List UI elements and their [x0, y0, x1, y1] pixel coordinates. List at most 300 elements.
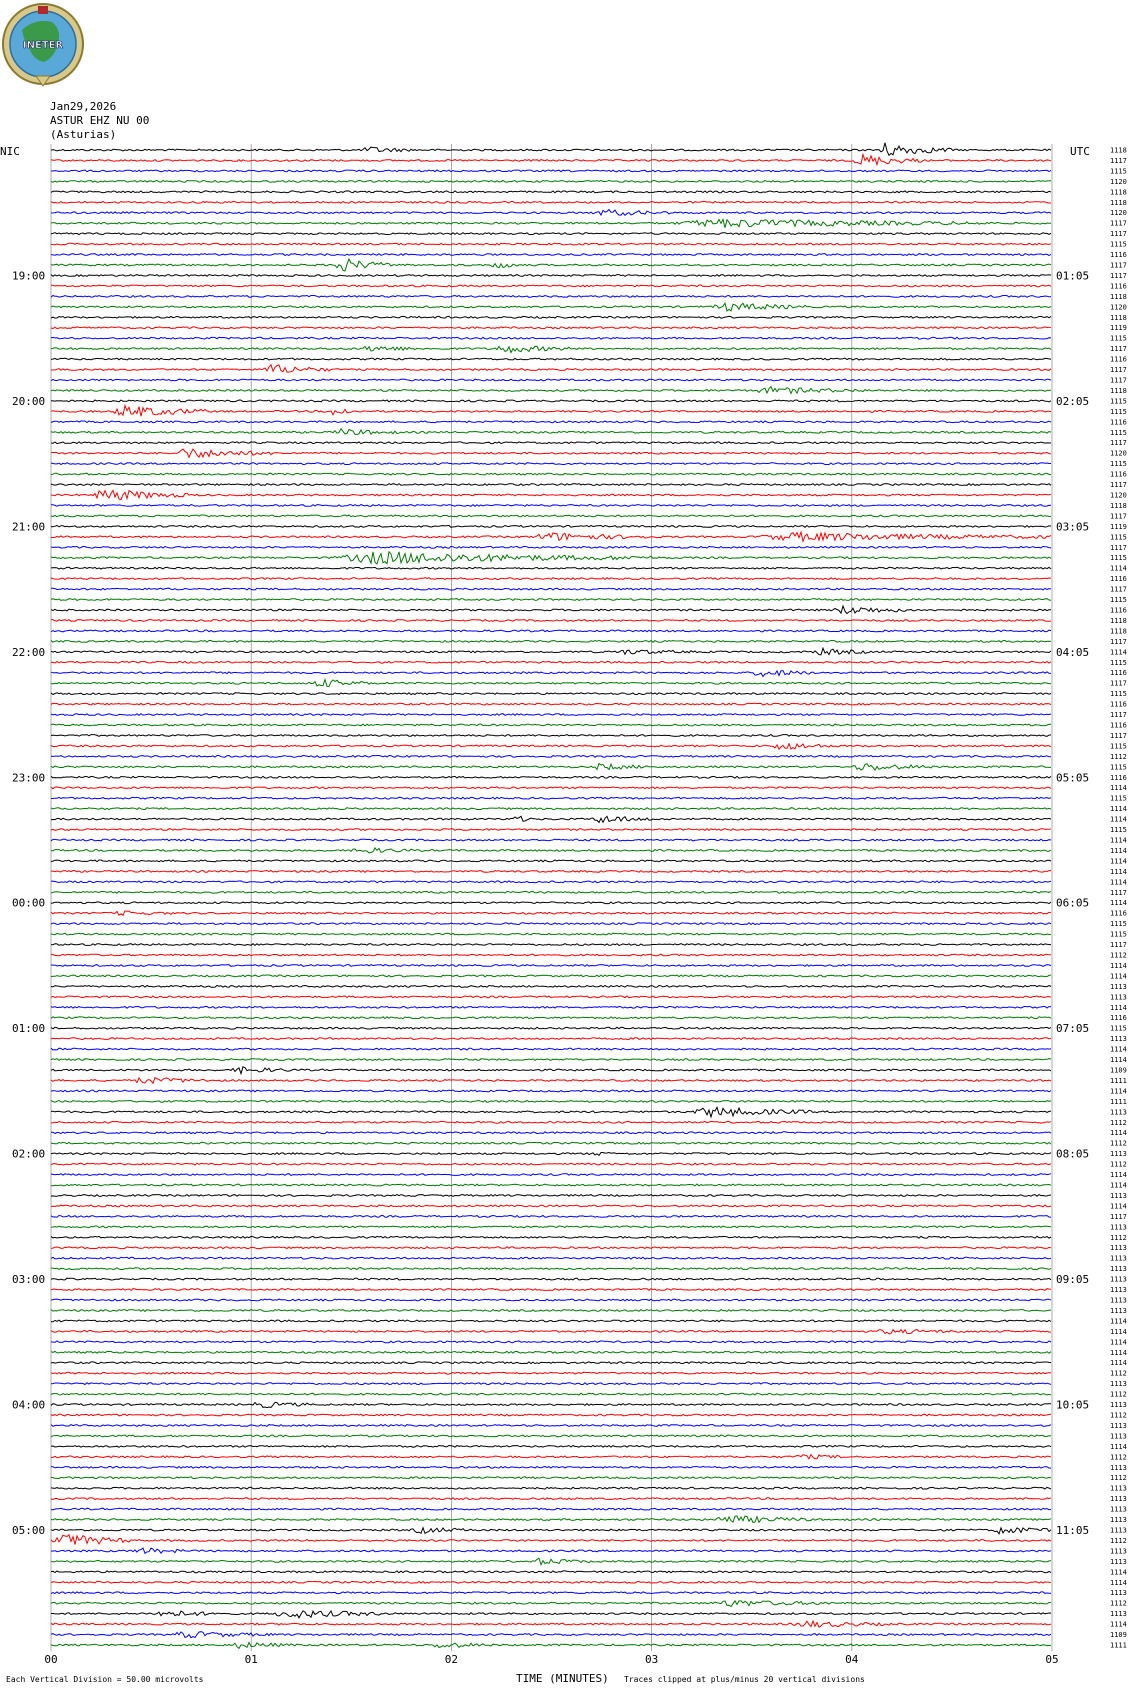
row-value-label: 1116	[1110, 773, 1127, 782]
row-value-label: 1117	[1110, 156, 1127, 165]
row-value-label: 1113	[1110, 1421, 1127, 1430]
row-value-label: 1113	[1110, 1286, 1127, 1295]
row-value-label: 1114	[1110, 1202, 1127, 1211]
row-value-label: 1109	[1110, 1066, 1127, 1075]
trace-row	[51, 154, 1051, 164]
trace-row	[51, 365, 1051, 372]
trace-row	[51, 871, 1051, 873]
trace-row	[51, 379, 1051, 381]
row-value-label: 1113	[1110, 1254, 1127, 1263]
trace-row	[51, 630, 1051, 632]
row-value-label: 1117	[1110, 366, 1127, 375]
trace-row	[51, 1632, 1051, 1638]
row-value-label: 1112	[1110, 951, 1127, 960]
trace-row	[51, 296, 1051, 298]
row-value-label: 1114	[1110, 972, 1127, 981]
trace-row	[51, 1548, 1051, 1553]
row-value-label: 1114	[1110, 1359, 1127, 1368]
row-value-label: 1114	[1110, 846, 1127, 855]
row-value-label: 1115	[1110, 407, 1127, 416]
x-tick-label: 05	[1045, 1653, 1059, 1666]
row-value-label: 1114	[1110, 857, 1127, 866]
left-time-label: 03:00	[12, 1273, 46, 1287]
trace-row	[51, 1601, 1051, 1607]
trace-row	[51, 944, 1051, 946]
trace-row	[51, 808, 1051, 810]
trace-row	[51, 693, 1051, 695]
row-value-label: 1116	[1110, 282, 1127, 291]
trace-row	[51, 1372, 1051, 1374]
row-value-label: 1113	[1110, 1432, 1127, 1441]
row-value-label: 1113	[1110, 1610, 1127, 1619]
left-time-label: 05:00	[12, 1524, 46, 1537]
row-value-label: 1113	[1110, 1244, 1127, 1253]
row-value-label: 1112	[1110, 1390, 1127, 1399]
trace-row	[51, 1247, 1051, 1249]
row-value-label: 1118	[1110, 198, 1127, 207]
trace-row	[51, 1508, 1051, 1510]
row-value-label: 1114	[1110, 1327, 1127, 1336]
row-value-label: 1114	[1110, 648, 1127, 657]
trace-row	[51, 620, 1051, 622]
trace-row	[51, 259, 1051, 271]
trace-row	[51, 996, 1051, 998]
row-value-label: 1115	[1110, 920, 1127, 929]
trace-row	[51, 911, 1051, 916]
row-value-label: 1111	[1110, 1097, 1127, 1106]
right-time-label: 06:05	[1056, 896, 1090, 910]
row-value-label: 1117	[1110, 271, 1127, 280]
trace-row	[51, 1132, 1051, 1134]
trace-row	[51, 1216, 1051, 1218]
trace-row	[51, 219, 1051, 227]
row-value-label: 1115	[1110, 763, 1127, 772]
row-value-label: 1116	[1110, 909, 1127, 918]
row-value-label: 1117	[1110, 637, 1127, 646]
trace-row	[51, 902, 1051, 904]
trace-row	[51, 1581, 1051, 1583]
row-value-label: 1117	[1110, 376, 1127, 385]
trace-row	[51, 954, 1051, 956]
trace-row	[51, 648, 1051, 655]
trace-row	[51, 1528, 1051, 1534]
row-value-label: 1119	[1110, 522, 1127, 531]
row-value-label: 1113	[1110, 1589, 1127, 1598]
trace-row	[51, 1611, 1051, 1618]
trace-row	[51, 337, 1051, 339]
division-note: Each Vertical Division = 50.00 microvolts	[6, 1675, 204, 1684]
row-value-label: 1115	[1110, 596, 1127, 605]
row-value-label: 1117	[1110, 439, 1127, 448]
row-value-label: 1115	[1110, 794, 1127, 803]
trace-row	[51, 848, 1051, 853]
trace-row	[51, 1205, 1051, 1207]
trace-row	[51, 816, 1051, 822]
row-value-label: 1118	[1110, 627, 1127, 636]
trace-row	[51, 1048, 1051, 1050]
trace-row	[51, 327, 1051, 329]
row-value-label: 1112	[1110, 1160, 1127, 1169]
trace-row	[51, 316, 1051, 318]
trace-row	[51, 1289, 1051, 1291]
trace-row	[51, 680, 1051, 687]
row-value-label: 1117	[1110, 585, 1127, 594]
row-value-label: 1113	[1110, 1526, 1127, 1535]
row-value-label: 1116	[1110, 1014, 1127, 1023]
row-value-label: 1113	[1110, 1223, 1127, 1232]
trace-row	[51, 1142, 1051, 1144]
row-value-label: 1113	[1110, 1516, 1127, 1525]
row-value-label: 1120	[1110, 449, 1127, 458]
trace-row	[51, 285, 1051, 287]
trace-row	[51, 143, 1051, 156]
trace-row	[51, 1278, 1051, 1280]
trace-row	[51, 1299, 1051, 1301]
trace-row	[51, 1455, 1051, 1459]
row-value-label: 1113	[1110, 1463, 1127, 1472]
row-value-label: 1117	[1110, 731, 1127, 740]
row-value-label: 1114	[1110, 961, 1127, 970]
row-value-label: 1116	[1110, 355, 1127, 364]
trace-row	[51, 170, 1051, 172]
trace-row	[51, 567, 1051, 569]
trace-row	[51, 243, 1051, 245]
row-value-label: 1116	[1110, 606, 1127, 615]
row-value-label: 1116	[1110, 251, 1127, 260]
row-value-label: 1115	[1110, 428, 1127, 437]
left-time-label: 04:00	[12, 1398, 46, 1412]
right-time-label: 07:05	[1056, 1022, 1090, 1036]
trace-row	[51, 1558, 1051, 1565]
trace-row	[51, 1195, 1051, 1197]
x-tick-label: 01	[244, 1653, 258, 1666]
trace-row	[51, 797, 1051, 799]
row-value-label: 1120	[1110, 177, 1127, 186]
row-value-label: 1114	[1110, 1348, 1127, 1357]
trace-row	[51, 1435, 1051, 1437]
trace-row	[51, 1038, 1051, 1040]
row-value-label: 1113	[1110, 1035, 1127, 1044]
row-value-label: 1117	[1110, 345, 1127, 354]
trace-row	[51, 1226, 1051, 1228]
row-value-label: 1113	[1110, 1401, 1127, 1410]
trace-row	[51, 1027, 1051, 1029]
trace-row	[51, 1535, 1051, 1545]
trace-row	[51, 1121, 1051, 1123]
row-value-label: 1115	[1110, 334, 1127, 343]
row-value-label: 1117	[1110, 512, 1127, 521]
trace-row	[51, 1516, 1051, 1523]
row-value-label: 1118	[1110, 501, 1127, 510]
header-channel: ASTUR EHZ NU 00	[50, 114, 150, 127]
row-value-label: 1118	[1110, 146, 1127, 155]
trace-row	[51, 275, 1051, 277]
trace-row	[51, 703, 1051, 705]
right-time-label: 08:05	[1056, 1147, 1090, 1161]
trace-row	[51, 1498, 1051, 1500]
trace-row	[51, 1017, 1051, 1019]
row-value-label: 1116	[1110, 575, 1127, 584]
trace-row	[51, 1592, 1051, 1594]
row-value-label: 1113	[1110, 1547, 1127, 1556]
row-value-label: 1112	[1110, 1369, 1127, 1378]
trace-row	[51, 588, 1051, 590]
trace-row	[51, 421, 1051, 423]
row-value-label: 1113	[1110, 1275, 1127, 1284]
row-value-label: 1111	[1110, 1641, 1127, 1650]
row-value-label: 1120	[1110, 491, 1127, 500]
row-value-label: 1120	[1110, 209, 1127, 218]
row-value-label: 1113	[1110, 1505, 1127, 1514]
trace-row	[51, 1621, 1051, 1627]
trace-row	[51, 1153, 1051, 1156]
left-time-label: 02:00	[12, 1147, 46, 1161]
trace-row	[51, 406, 1051, 417]
row-value-label: 1114	[1110, 564, 1127, 573]
row-value-label: 1117	[1110, 711, 1127, 720]
trace-row	[51, 1642, 1051, 1648]
row-value-label: 1117	[1110, 941, 1127, 950]
trace-row	[51, 1402, 1051, 1407]
row-value-label: 1116	[1110, 418, 1127, 427]
row-value-label: 1112	[1110, 1474, 1127, 1483]
trace-row	[51, 1236, 1051, 1238]
trace-row	[51, 1571, 1051, 1573]
row-value-label: 1113	[1110, 1191, 1127, 1200]
right-time-label: 03:05	[1056, 520, 1090, 534]
row-value-label: 1115	[1110, 690, 1127, 699]
row-value-label: 1115	[1110, 554, 1127, 563]
left-time-label: 01:00	[12, 1022, 46, 1036]
trace-row	[51, 1446, 1051, 1448]
row-value-label: 1115	[1110, 930, 1127, 939]
row-value-label: 1115	[1110, 826, 1127, 835]
right-time-label: 05:05	[1056, 771, 1090, 785]
trace-row	[51, 923, 1051, 925]
row-value-label: 1114	[1110, 836, 1127, 845]
row-value-label: 1118	[1110, 616, 1127, 625]
header-date: Jan29,2026	[50, 100, 117, 113]
row-value-label: 1113	[1110, 1296, 1127, 1305]
row-value-label: 1113	[1110, 1557, 1127, 1566]
trace-row	[51, 714, 1051, 716]
trace-row	[51, 776, 1051, 778]
trace-row	[51, 233, 1051, 235]
row-value-label: 1113	[1110, 1306, 1127, 1315]
row-value-label: 1114	[1110, 805, 1127, 814]
trace-row	[51, 1257, 1051, 1259]
row-value-label: 1113	[1110, 1484, 1127, 1493]
trace-row	[51, 1184, 1051, 1186]
trace-row	[51, 303, 1051, 311]
right-time-label: 02:05	[1056, 394, 1090, 408]
trace-row	[51, 1163, 1051, 1165]
row-value-label: 1118	[1110, 313, 1127, 322]
trace-row	[51, 484, 1051, 486]
left-zone-label: NIC	[0, 145, 20, 158]
trace-row	[51, 1362, 1051, 1364]
row-value-label: 1114	[1110, 1181, 1127, 1190]
left-time-label: 23:00	[12, 771, 46, 785]
trace-row	[51, 965, 1051, 967]
trace-row	[51, 839, 1051, 841]
row-value-label: 1115	[1110, 460, 1127, 469]
trace-row	[51, 1414, 1051, 1416]
trace-row	[51, 210, 1051, 216]
trace-row	[51, 515, 1051, 517]
trace-row	[51, 933, 1051, 935]
trace-row	[51, 1320, 1051, 1322]
right-time-label: 04:05	[1056, 645, 1090, 659]
row-value-label: 1115	[1110, 533, 1127, 542]
left-time-label: 00:00	[12, 896, 46, 910]
trace-row	[51, 1101, 1051, 1103]
row-value-label: 1114	[1110, 1442, 1127, 1451]
row-value-label: 1114	[1110, 878, 1127, 887]
trace-row	[51, 400, 1051, 402]
row-value-label: 1109	[1110, 1631, 1127, 1640]
row-value-label: 1115	[1110, 167, 1127, 176]
left-time-label: 21:00	[12, 520, 46, 534]
trace-row	[51, 1383, 1051, 1385]
row-value-label: 1112	[1110, 1599, 1127, 1608]
trace-row	[51, 1310, 1051, 1312]
trace-row	[51, 449, 1051, 457]
x-tick-label: 02	[444, 1653, 459, 1666]
row-value-label: 1118	[1110, 188, 1127, 197]
trace-row	[51, 606, 1051, 614]
trace-row	[51, 1090, 1051, 1092]
trace-row	[51, 552, 1051, 564]
row-value-label: 1115	[1110, 397, 1127, 406]
row-value-label: 1114	[1110, 1171, 1127, 1180]
row-value-label: 1115	[1110, 240, 1127, 249]
trace-row	[51, 578, 1051, 580]
row-value-label: 1113	[1110, 1265, 1127, 1274]
trace-row	[51, 1477, 1051, 1479]
row-value-label: 1117	[1110, 543, 1127, 552]
trace-row	[51, 526, 1051, 528]
trace-row	[51, 661, 1051, 663]
trace-row	[51, 1330, 1051, 1334]
trace-row	[51, 1466, 1051, 1468]
trace-row	[51, 387, 1051, 394]
trace-row	[51, 1107, 1051, 1117]
trace-row	[51, 1006, 1051, 1008]
row-value-label: 1113	[1110, 1108, 1127, 1117]
row-value-label: 1113	[1110, 1495, 1127, 1504]
left-time-label: 22:00	[12, 645, 46, 659]
row-value-label: 1114	[1110, 1129, 1127, 1138]
row-value-label: 1120	[1110, 303, 1127, 312]
right-time-label: 01:05	[1056, 269, 1090, 283]
trace-row	[51, 744, 1051, 749]
trace-row	[51, 1174, 1051, 1176]
trace-row	[51, 191, 1051, 193]
row-value-label: 1112	[1110, 1536, 1127, 1545]
x-tick-label: 04	[845, 1653, 859, 1666]
header-station: (Asturias)	[50, 128, 117, 141]
row-value-label: 1114	[1110, 1578, 1127, 1587]
trace-row	[51, 641, 1051, 643]
trace-row	[51, 442, 1051, 444]
row-value-label: 1112	[1110, 1118, 1127, 1127]
row-value-label: 1116	[1110, 700, 1127, 709]
trace-row	[51, 735, 1051, 737]
trace-row	[51, 756, 1051, 758]
clip-note: Traces clipped at plus/minus 20 vertical divisions	[624, 1675, 865, 1684]
row-value-label: 1115	[1110, 1024, 1127, 1033]
trace-row	[51, 1351, 1051, 1353]
trace-row	[51, 1059, 1051, 1061]
row-value-label: 1113	[1110, 1150, 1127, 1159]
trace-row	[51, 1268, 1051, 1270]
logo-text: INETER	[22, 40, 64, 51]
trace-row	[51, 1067, 1051, 1074]
trace-row	[51, 986, 1051, 988]
row-value-label: 1117	[1110, 230, 1127, 239]
trace-row	[51, 505, 1051, 507]
row-value-label: 1117	[1110, 481, 1127, 490]
trace-row	[51, 473, 1051, 475]
x-tick-label: 03	[644, 1653, 659, 1666]
row-value-label: 1114	[1110, 1620, 1127, 1629]
row-value-label: 1115	[1110, 658, 1127, 667]
trace-row	[51, 829, 1051, 831]
row-value-label: 1114	[1110, 1056, 1127, 1065]
trace-row	[51, 463, 1051, 465]
row-value-label: 1114	[1110, 815, 1127, 824]
row-value-label: 1114	[1110, 1317, 1127, 1326]
trace-row	[51, 1425, 1051, 1427]
left-time-label: 19:00	[12, 269, 46, 283]
trace-row	[51, 358, 1051, 360]
row-value-label: 1114	[1110, 1003, 1127, 1012]
row-value-label: 1114	[1110, 867, 1127, 876]
row-value-label: 1111	[1110, 1076, 1127, 1085]
row-value-label: 1114	[1110, 1568, 1127, 1577]
row-value-label: 1112	[1110, 752, 1127, 761]
right-time-label: 10:05	[1056, 1398, 1090, 1412]
trace-row	[51, 1341, 1051, 1343]
trace-row	[51, 254, 1051, 256]
x-tick-label: 00	[44, 1653, 58, 1666]
right-time-label: 09:05	[1056, 1273, 1090, 1287]
left-time-label: 20:00	[12, 394, 46, 408]
row-value-label: 1114	[1110, 899, 1127, 908]
trace-row	[51, 724, 1051, 726]
row-value-label: 1117	[1110, 219, 1127, 228]
trace-row	[51, 891, 1051, 893]
row-value-label: 1118	[1110, 386, 1127, 395]
row-value-label: 1118	[1110, 292, 1127, 301]
trace-row	[51, 201, 1051, 203]
trace-row	[51, 1487, 1051, 1489]
row-value-label: 1119	[1110, 324, 1127, 333]
right-zone-label: UTC	[1070, 145, 1090, 158]
row-value-label: 1114	[1110, 1045, 1127, 1054]
trace-row	[51, 429, 1051, 435]
row-value-label: 1114	[1110, 1338, 1127, 1347]
trace-row	[51, 490, 1051, 499]
x-axis-title: TIME (MINUTES)	[516, 1672, 609, 1685]
trace-row	[51, 346, 1051, 352]
trace-row	[51, 532, 1051, 541]
trace-row	[51, 787, 1051, 789]
row-value-label: 1113	[1110, 993, 1127, 1002]
trace-row	[51, 181, 1051, 183]
trace-row	[51, 1393, 1051, 1395]
